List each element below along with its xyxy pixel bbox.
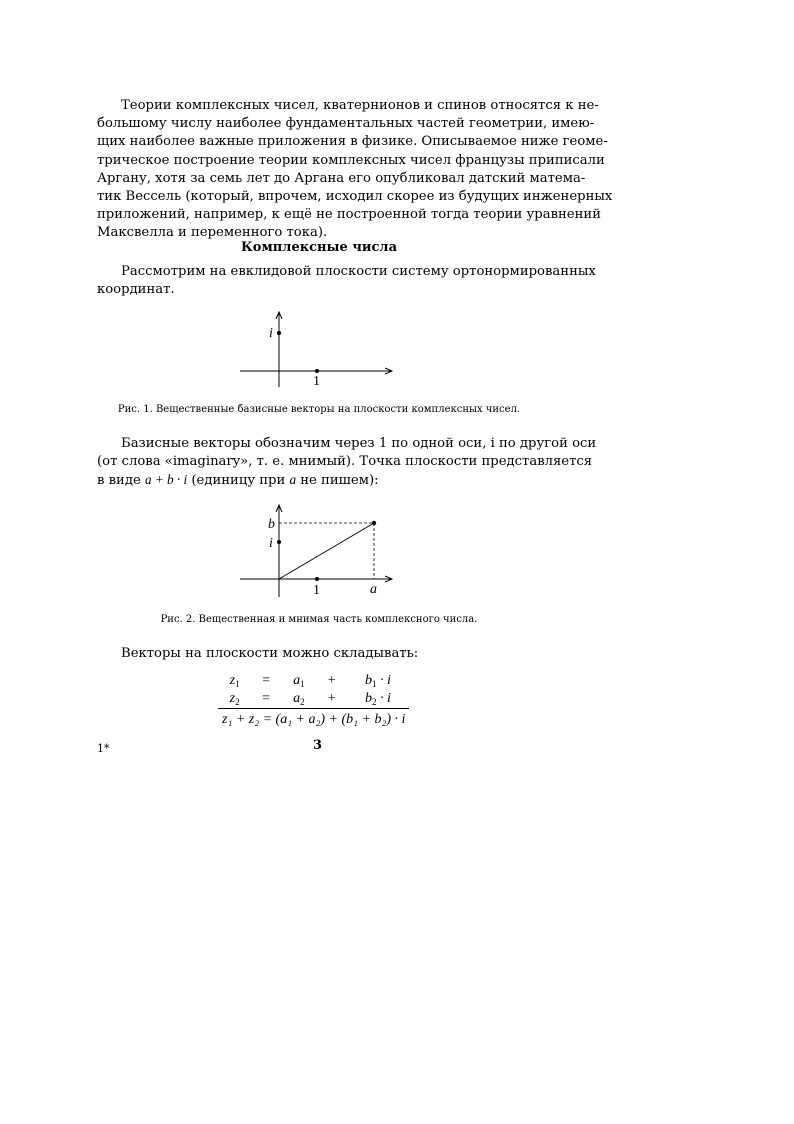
eq-sign: = (262, 673, 270, 688)
eq-plus: + (327, 691, 336, 706)
paragraph-coordinates (97, 263, 596, 299)
paragraph-line: (от слова «imaginary», т. е. мнимый). Точка плоскости представляется (97, 454, 593, 470)
figure-2-complex-number (230, 497, 405, 602)
label-one: 1 (313, 374, 320, 389)
intro-line: Теории комплексных чисел, кватернионов и спинов относятся к не- (121, 98, 599, 113)
math-expression: a + b · i (144, 472, 188, 488)
math-variable: a (289, 472, 297, 488)
complex-vector (279, 523, 374, 579)
text-fragment: не пишем): (296, 473, 379, 489)
basis-point-one (315, 577, 319, 581)
paragraph-line: Базисные векторы обозначим через 1 по одной оси, i по другой оси (121, 436, 597, 451)
section-heading: Комплексные числа (240, 240, 398, 255)
equation-sum-row (218, 709, 409, 730)
eq-z1: $z_1$ (229, 673, 240, 689)
eq-z2: $z_2$ (229, 691, 240, 707)
equation-row-2 (218, 690, 409, 709)
page-number: 3 (313, 738, 323, 753)
eq-a1: $a_1$ (293, 673, 305, 689)
paragraph-basis (97, 435, 597, 491)
paragraph-line: Рассмотрим на евклидовой плоскости систему ортонормированных (121, 264, 596, 279)
basis-point-i (277, 540, 281, 544)
intro-line: трическое построение теории комплексных чисел французы приписали (97, 152, 605, 168)
eq-b1: $b_1 \cdot i$ (364, 673, 391, 689)
basis-point-i (277, 331, 281, 335)
paragraph-line (97, 471, 541, 490)
eq-sign: = (262, 691, 270, 706)
figure-2-caption: Рис. 2. Вещественная и мнимая часть комплексного числа. (160, 614, 478, 625)
label-one: 1 (313, 583, 320, 598)
intro-line: большому числу наиболее фундаментальных частей геометрии, имею- (97, 116, 595, 132)
figure-1-axes (230, 305, 405, 390)
eq-b2: $b_2 \cdot i$ (364, 691, 391, 707)
intro-line: приложений, например, к ещё не построенной тогда теории уравнений (97, 207, 601, 223)
label-i: i (269, 536, 273, 551)
intro-line: Аргану, хотя за семь лет до Аргана его опубликовал датский матема- (97, 170, 586, 186)
signature-mark: 1* (97, 742, 110, 755)
intro-paragraph (97, 97, 613, 243)
label-b: b (268, 517, 275, 532)
intro-line: щих наиболее важные приложения в физике. Описываемое ниже геоме- (97, 134, 608, 150)
addition-equation (218, 672, 409, 729)
figure-1-caption: Рис. 1. Вещественные базисные векторы на плоскости комплексных чисел. (117, 404, 521, 415)
eq-sum: z₁ + z₂ = (a₁ + a₂) + (b₁ + b₂) · i (218, 709, 409, 730)
intro-line: Максвелла и переменного тока). (97, 225, 328, 241)
text-fragment: (единицу при (187, 473, 290, 489)
label-i: i (269, 326, 273, 341)
complex-point (372, 521, 376, 525)
paragraph-line: Векторы на плоскости можно складывать: (121, 646, 419, 661)
basis-point-one (315, 369, 319, 373)
eq-a2: $a_2$ (293, 691, 305, 707)
equation-row-1 (218, 672, 409, 690)
paragraph-line: координат. (97, 282, 175, 298)
intro-line: тик Вессель (который, впрочем, исходил скорее из будущих инженерных (97, 189, 613, 205)
label-a: a (370, 582, 377, 597)
text-fragment: в виде (97, 473, 145, 489)
paragraph-addition (97, 645, 541, 663)
eq-plus: + (327, 673, 336, 688)
